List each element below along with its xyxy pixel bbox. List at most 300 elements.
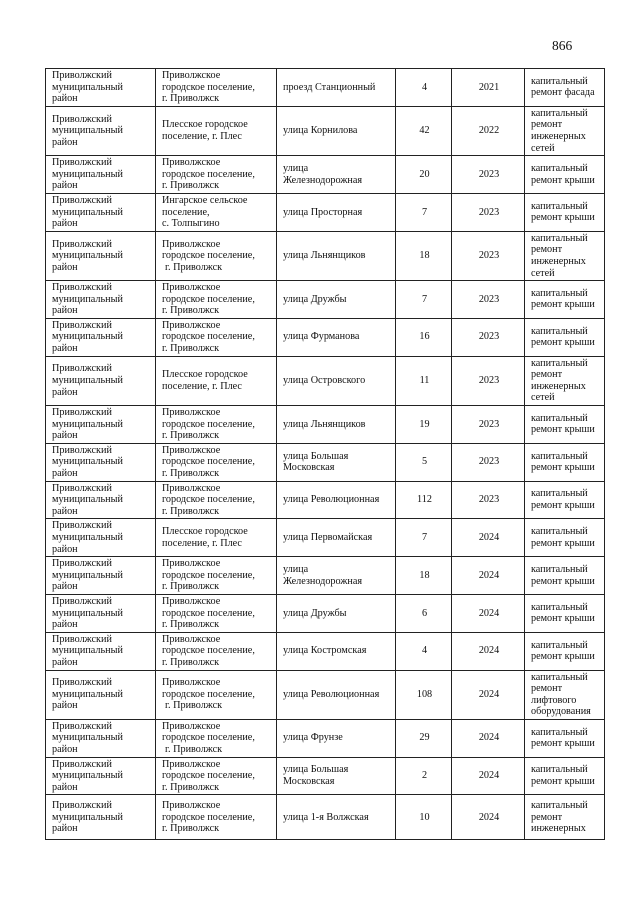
- table-row: [46, 356, 605, 405]
- district-cell-line: Приволжский: [52, 595, 112, 607]
- street-cell-line: улица: [283, 563, 309, 575]
- district-cell-line: муниципальный: [52, 811, 123, 823]
- settlement-cell-line: городское поселение,: [162, 494, 255, 506]
- work-type-cell-line: капитальный: [531, 488, 588, 500]
- district-cell: [46, 156, 156, 194]
- district-cell-line: Приволжский: [52, 720, 112, 732]
- district-cell-line: Приволжский: [52, 520, 112, 532]
- work-type-cell-line: капитальный: [531, 200, 588, 212]
- year-cell: 2023: [452, 193, 525, 231]
- street-cell: [277, 69, 396, 107]
- work-type-cell-line: капитальный: [531, 412, 588, 424]
- district-cell: [46, 519, 156, 557]
- work-type-cell-line: ремонт крыши: [531, 575, 595, 587]
- district-cell-line: муниципальный: [52, 125, 123, 137]
- district-cell-line: район: [52, 744, 78, 756]
- street-cell: [277, 632, 396, 670]
- street-cell-line: улица Большая: [283, 450, 349, 462]
- district-cell-line: Приволжский: [52, 319, 112, 331]
- settlement-cell-line: Приволжское: [162, 482, 221, 494]
- district-cell-line: район: [52, 581, 78, 593]
- district-cell-line: район: [52, 823, 78, 835]
- table-row: [46, 318, 605, 356]
- district-cell: [46, 670, 156, 719]
- year-cell: 2023: [452, 318, 525, 356]
- table-body: [46, 69, 605, 840]
- work-type-cell-line: сетей: [531, 392, 555, 404]
- district-cell-line: район: [52, 386, 78, 398]
- street-cell: [277, 356, 396, 405]
- district-cell-line: район: [52, 543, 78, 555]
- district-cell-line: район: [52, 136, 78, 148]
- work-type-cell-line: капитальный: [531, 162, 588, 174]
- settlement-cell: [156, 594, 277, 632]
- district-cell-line: район: [52, 343, 78, 355]
- table-row: [46, 632, 605, 670]
- district-cell: [46, 318, 156, 356]
- street-cell-line: улица Революционная: [283, 688, 380, 700]
- district-cell-line: район: [52, 656, 78, 668]
- settlement-cell-line: Ингарское сельское: [162, 194, 248, 206]
- table-row: [46, 557, 605, 595]
- street-cell: [277, 318, 396, 356]
- house-number-cell: 7: [396, 281, 452, 319]
- settlement-cell-line: городское поселение,: [162, 456, 255, 468]
- work-type-cell-line: капитальный: [531, 726, 588, 738]
- district-cell-line: Приволжский: [52, 633, 112, 645]
- district-cell: [46, 281, 156, 319]
- district-cell-line: муниципальный: [52, 688, 123, 700]
- district-cell: [46, 406, 156, 444]
- street-cell: [277, 557, 396, 595]
- district-cell-line: Приволжский: [52, 558, 112, 570]
- settlement-cell-line: Приволжское: [162, 238, 221, 250]
- district-cell-line: Приволжский: [52, 758, 112, 770]
- district-cell: [46, 356, 156, 405]
- settlement-cell-line: городское поселение,: [162, 331, 255, 343]
- work-type-cell-line: ремонт крыши: [531, 738, 595, 750]
- work-type-cell-line: капитальный: [531, 450, 588, 462]
- district-cell-line: Приволжский: [52, 70, 112, 81]
- settlement-cell-line: г. Приволжск: [162, 581, 220, 593]
- district-cell-line: муниципальный: [52, 569, 123, 581]
- settlement-cell-line: г. Приволжск: [165, 744, 223, 756]
- district-cell-line: Приволжский: [52, 282, 112, 294]
- district-cell: [46, 557, 156, 595]
- settlement-cell-line: городское поселение,: [162, 688, 255, 700]
- district-cell-line: Приволжский: [52, 677, 112, 689]
- year-cell: 2024: [452, 795, 525, 840]
- work-type-cell-line: инженерных: [531, 380, 586, 392]
- year-cell: 2024: [452, 719, 525, 757]
- district-cell-line: муниципальный: [52, 418, 123, 430]
- work-type-cell: [525, 594, 605, 632]
- house-number-cell: 108: [396, 670, 452, 719]
- work-type-cell-line: капитальный: [531, 671, 588, 683]
- settlement-cell-line: г. Приволжск: [162, 656, 220, 668]
- settlement-cell-line: городское поселение,: [162, 168, 255, 180]
- street-cell: [277, 443, 396, 481]
- settlement-cell-line: Приволжское: [162, 800, 221, 812]
- table-row: [46, 281, 605, 319]
- settlement-cell: [156, 231, 277, 280]
- settlement-cell-line: Приволжское: [162, 444, 221, 456]
- settlement-cell-line: Приволжское: [162, 720, 221, 732]
- district-cell-line: район: [52, 218, 78, 230]
- street-cell: [277, 281, 396, 319]
- street-cell: [277, 231, 396, 280]
- street-cell-line: улица Фрунзе: [283, 732, 343, 744]
- street-cell-line: Железнодорожная: [283, 575, 363, 587]
- settlement-cell-line: г. Приволжск: [162, 505, 220, 517]
- street-cell-line: Железнодорожная: [283, 174, 363, 186]
- street-cell-line: улица Первомайская: [283, 531, 373, 543]
- work-type-cell-line: ремонт крыши: [531, 462, 595, 474]
- street-cell: [277, 193, 396, 231]
- district-cell-line: Приволжский: [52, 444, 112, 456]
- settlement-cell-line: г. Приволжск: [165, 261, 223, 273]
- settlement-cell-line: городское поселение,: [162, 645, 255, 657]
- year-cell: 2023: [452, 443, 525, 481]
- district-cell-line: муниципальный: [52, 206, 123, 218]
- house-number-cell: 5: [396, 443, 452, 481]
- table-row: [46, 106, 605, 155]
- work-type-cell-line: ремонт крыши: [531, 499, 595, 511]
- house-number-cell: 4: [396, 69, 452, 107]
- settlement-cell-line: с. Толпыгино: [162, 218, 220, 230]
- street-cell-line: улица Корнилова: [283, 125, 358, 137]
- street-cell-line: улица Дружбы: [283, 293, 347, 305]
- work-type-cell: [525, 406, 605, 444]
- settlement-cell-line: Плесское городское: [162, 526, 248, 538]
- settlement-cell-line: г. Приволжск: [162, 180, 220, 192]
- street-cell-line: улица Островского: [283, 375, 366, 387]
- work-type-cell-line: ремонт: [531, 369, 563, 381]
- table-row: [46, 69, 605, 107]
- district-cell: [46, 69, 156, 107]
- settlement-cell: [156, 69, 277, 107]
- district-cell-line: район: [52, 700, 78, 712]
- house-number-cell: 2: [396, 757, 452, 795]
- work-type-cell-line: капитальный: [531, 526, 588, 538]
- district-cell: [46, 106, 156, 155]
- settlement-cell-line: городское поселение,: [162, 607, 255, 619]
- district-cell-line: район: [52, 781, 78, 793]
- table-row: [46, 795, 605, 840]
- house-number-cell: 19: [396, 406, 452, 444]
- work-type-cell: [525, 670, 605, 719]
- work-type-cell: [525, 557, 605, 595]
- work-type-cell-line: ремонт крыши: [531, 299, 595, 311]
- year-cell: 2023: [452, 356, 525, 405]
- street-cell-line: улица Дружбы: [283, 607, 347, 619]
- work-type-cell-line: ремонт: [531, 683, 563, 695]
- settlement-cell: [156, 356, 277, 405]
- settlement-cell-line: поселение, г. Плес: [162, 130, 242, 142]
- house-number-cell: 112: [396, 481, 452, 519]
- district-cell-line: муниципальный: [52, 732, 123, 744]
- work-type-cell-line: капитальный: [531, 563, 588, 575]
- work-type-cell-line: лифтового: [531, 694, 577, 706]
- settlement-cell-line: городское поселение,: [162, 250, 255, 262]
- work-type-cell: [525, 632, 605, 670]
- work-type-cell-line: капитальный: [531, 287, 588, 299]
- settlement-cell-line: городское поселение,: [162, 418, 255, 430]
- settlement-cell-line: городское поселение,: [162, 81, 255, 93]
- settlement-cell-line: Приволжское: [162, 282, 221, 294]
- settlement-cell-line: Приволжское: [162, 407, 221, 419]
- settlement-cell-line: Приволжское: [162, 157, 221, 169]
- street-cell: [277, 106, 396, 155]
- table-row: [46, 719, 605, 757]
- settlement-cell-line: г. Приволжск: [162, 823, 220, 835]
- street-cell: [277, 481, 396, 519]
- district-cell-line: муниципальный: [52, 770, 123, 782]
- street-cell-line: улица Льнянщиков: [283, 250, 366, 262]
- work-type-cell: [525, 106, 605, 155]
- district-cell-line: муниципальный: [52, 375, 123, 387]
- work-type-cell: [525, 443, 605, 481]
- district-cell-line: район: [52, 619, 78, 631]
- table-row: [46, 231, 605, 280]
- work-type-cell-line: капитальный: [531, 325, 588, 337]
- district-cell-line: район: [52, 261, 78, 273]
- street-cell: [277, 719, 396, 757]
- work-type-cell-line: капитальный: [531, 764, 588, 776]
- table-row: [46, 757, 605, 795]
- settlement-cell: [156, 193, 277, 231]
- work-type-cell-line: ремонт фасада: [531, 87, 595, 99]
- settlement-cell-line: поселение, г. Плес: [162, 380, 242, 392]
- settlement-cell: [156, 557, 277, 595]
- district-cell-line: район: [52, 505, 78, 517]
- street-cell-line: Московская: [283, 776, 335, 788]
- street-cell: [277, 406, 396, 444]
- house-number-cell: 20: [396, 156, 452, 194]
- district-cell-line: муниципальный: [52, 607, 123, 619]
- district-cell-line: муниципальный: [52, 293, 123, 305]
- district-cell: [46, 632, 156, 670]
- street-cell-line: Московская: [283, 462, 335, 474]
- settlement-cell-line: г. Приволжск: [162, 93, 220, 105]
- work-type-cell: [525, 719, 605, 757]
- settlement-cell: [156, 156, 277, 194]
- year-cell: 2024: [452, 557, 525, 595]
- district-cell-line: муниципальный: [52, 531, 123, 543]
- work-type-cell: [525, 193, 605, 231]
- work-type-cell-line: капитальный: [531, 107, 588, 119]
- settlement-cell-line: Плесское городское: [162, 369, 248, 381]
- district-cell-line: Приволжский: [52, 238, 112, 250]
- work-type-cell-line: ремонт крыши: [531, 424, 595, 436]
- street-cell: [277, 519, 396, 557]
- district-cell-line: район: [52, 305, 78, 317]
- district-cell-line: муниципальный: [52, 81, 123, 93]
- district-cell-line: район: [52, 430, 78, 442]
- work-type-cell: [525, 356, 605, 405]
- settlement-cell-line: Приволжское: [162, 70, 221, 81]
- street-cell-line: улица Костромская: [283, 645, 367, 657]
- district-cell-line: район: [52, 180, 78, 192]
- settlement-cell-line: городское поселение,: [162, 770, 255, 782]
- district-cell-line: Приволжский: [52, 363, 112, 375]
- settlement-cell-line: г. Приволжск: [165, 700, 223, 712]
- settlement-cell-line: г. Приволжск: [162, 468, 220, 479]
- table-row: [46, 481, 605, 519]
- district-cell-line: муниципальный: [52, 645, 123, 657]
- work-type-cell-line: капитальный: [531, 800, 588, 812]
- settlement-cell: [156, 757, 277, 795]
- work-type-cell: [525, 795, 605, 840]
- page-number: 866: [552, 38, 573, 53]
- district-cell-line: муниципальный: [52, 494, 123, 506]
- settlement-cell-line: поселение, г. Плес: [162, 537, 242, 549]
- district-cell: [46, 719, 156, 757]
- settlement-cell: [156, 632, 277, 670]
- street-cell: [277, 795, 396, 840]
- settlement-cell-line: Приволжское: [162, 595, 221, 607]
- street-cell-line: улица: [283, 162, 309, 174]
- house-number-cell: 16: [396, 318, 452, 356]
- district-cell-line: Приволжский: [52, 157, 112, 169]
- district-cell-line: муниципальный: [52, 331, 123, 343]
- district-cell-line: Приволжский: [52, 113, 112, 125]
- table-row: [46, 443, 605, 481]
- street-cell-line: проезд Станционный: [283, 81, 376, 93]
- work-type-cell-line: ремонт: [531, 811, 563, 823]
- settlement-cell-line: Приволжское: [162, 319, 221, 331]
- settlement-cell-line: Приволжское: [162, 758, 221, 770]
- district-cell-line: муниципальный: [52, 456, 123, 468]
- street-cell-line: улица Фурманова: [283, 331, 360, 343]
- year-cell: 2024: [452, 519, 525, 557]
- settlement-cell: [156, 795, 277, 840]
- year-cell: 2023: [452, 406, 525, 444]
- year-cell: 2023: [452, 281, 525, 319]
- settlement-cell-line: г. Приволжск: [162, 343, 220, 355]
- work-type-cell-line: инженерных: [531, 130, 586, 142]
- settlement-cell: [156, 670, 277, 719]
- work-type-cell-line: ремонт крыши: [531, 651, 595, 663]
- house-number-cell: 18: [396, 231, 452, 280]
- district-cell: [46, 795, 156, 840]
- district-cell: [46, 443, 156, 481]
- settlement-cell-line: городское поселение,: [162, 293, 255, 305]
- work-type-cell-line: ремонт крыши: [531, 776, 595, 788]
- district-cell: [46, 193, 156, 231]
- work-type-cell-line: капитальный: [531, 75, 588, 87]
- work-type-cell-line: капитальный: [531, 601, 588, 613]
- year-cell: 2024: [452, 670, 525, 719]
- street-cell: [277, 670, 396, 719]
- house-number-cell: 11: [396, 356, 452, 405]
- district-cell-line: район: [52, 93, 78, 105]
- street-cell: [277, 156, 396, 194]
- settlement-cell-line: Приволжское: [162, 677, 221, 689]
- work-type-cell-line: капитальный: [531, 357, 588, 369]
- house-number-cell: 7: [396, 519, 452, 557]
- work-type-cell-line: капитальный: [531, 232, 588, 244]
- work-type-cell: [525, 481, 605, 519]
- street-cell-line: улица 1-я Волжская: [283, 811, 369, 823]
- settlement-cell: [156, 318, 277, 356]
- settlement-cell: [156, 443, 277, 481]
- work-type-cell: [525, 281, 605, 319]
- settlement-cell: [156, 481, 277, 519]
- settlement-cell: [156, 106, 277, 155]
- year-cell: 2021: [452, 69, 525, 107]
- work-type-cell-line: ремонт: [531, 119, 563, 131]
- year-cell: 2023: [452, 481, 525, 519]
- table-row: [46, 594, 605, 632]
- work-type-cell: [525, 519, 605, 557]
- district-cell-line: район: [52, 468, 78, 479]
- district-cell-line: Приволжский: [52, 800, 112, 812]
- settlement-cell: [156, 719, 277, 757]
- year-cell: 2022: [452, 106, 525, 155]
- settlement-cell-line: Плесское городское: [162, 119, 248, 131]
- district-cell: [46, 757, 156, 795]
- house-number-cell: 6: [396, 594, 452, 632]
- house-number-cell: 18: [396, 557, 452, 595]
- settlement-cell-line: городское поселение,: [162, 569, 255, 581]
- work-type-cell: [525, 69, 605, 107]
- year-cell: 2024: [452, 757, 525, 795]
- street-cell-line: улица Большая: [283, 764, 349, 776]
- district-cell-line: Приволжский: [52, 407, 112, 419]
- work-type-cell: [525, 231, 605, 280]
- settlement-cell-line: г. Приволжск: [162, 619, 220, 631]
- district-cell: [46, 231, 156, 280]
- settlement-cell-line: поселение,: [162, 206, 210, 218]
- settlement-cell-line: Приволжское: [162, 633, 221, 645]
- table-row: [46, 156, 605, 194]
- settlement-cell-line: г. Приволжск: [162, 305, 220, 317]
- settlement-cell-line: городское поселение,: [162, 732, 255, 744]
- work-type-cell: [525, 757, 605, 795]
- street-cell: [277, 594, 396, 632]
- district-cell-line: муниципальный: [52, 250, 123, 262]
- settlement-cell: [156, 281, 277, 319]
- work-type-cell: [525, 156, 605, 194]
- settlement-cell: [156, 406, 277, 444]
- district-cell: [46, 594, 156, 632]
- street-cell-line: улица Льнянщиков: [283, 418, 366, 430]
- work-type-cell-line: сетей: [531, 267, 555, 279]
- house-number-cell: 4: [396, 632, 452, 670]
- house-number-cell: 29: [396, 719, 452, 757]
- work-type-cell-line: ремонт крыши: [531, 537, 595, 549]
- settlement-cell-line: г. Приволжск: [162, 430, 220, 442]
- work-type-cell: [525, 318, 605, 356]
- settlement-cell-line: Приволжское: [162, 558, 221, 570]
- work-type-cell-line: оборудования: [531, 706, 591, 718]
- year-cell: 2024: [452, 594, 525, 632]
- district-cell-line: муниципальный: [52, 168, 123, 180]
- table-row: [46, 670, 605, 719]
- work-type-cell-line: ремонт крыши: [531, 212, 595, 224]
- settlement-cell-line: г. Приволжск: [162, 781, 220, 793]
- settlement-cell-line: городское поселение,: [162, 811, 255, 823]
- year-cell: 2024: [452, 632, 525, 670]
- house-number-cell: 10: [396, 795, 452, 840]
- year-cell: 2023: [452, 156, 525, 194]
- work-type-cell-line: ремонт крыши: [531, 174, 595, 186]
- house-number-cell: 7: [396, 193, 452, 231]
- table-row: [46, 193, 605, 231]
- year-cell: 2023: [452, 231, 525, 280]
- street-cell: [277, 757, 396, 795]
